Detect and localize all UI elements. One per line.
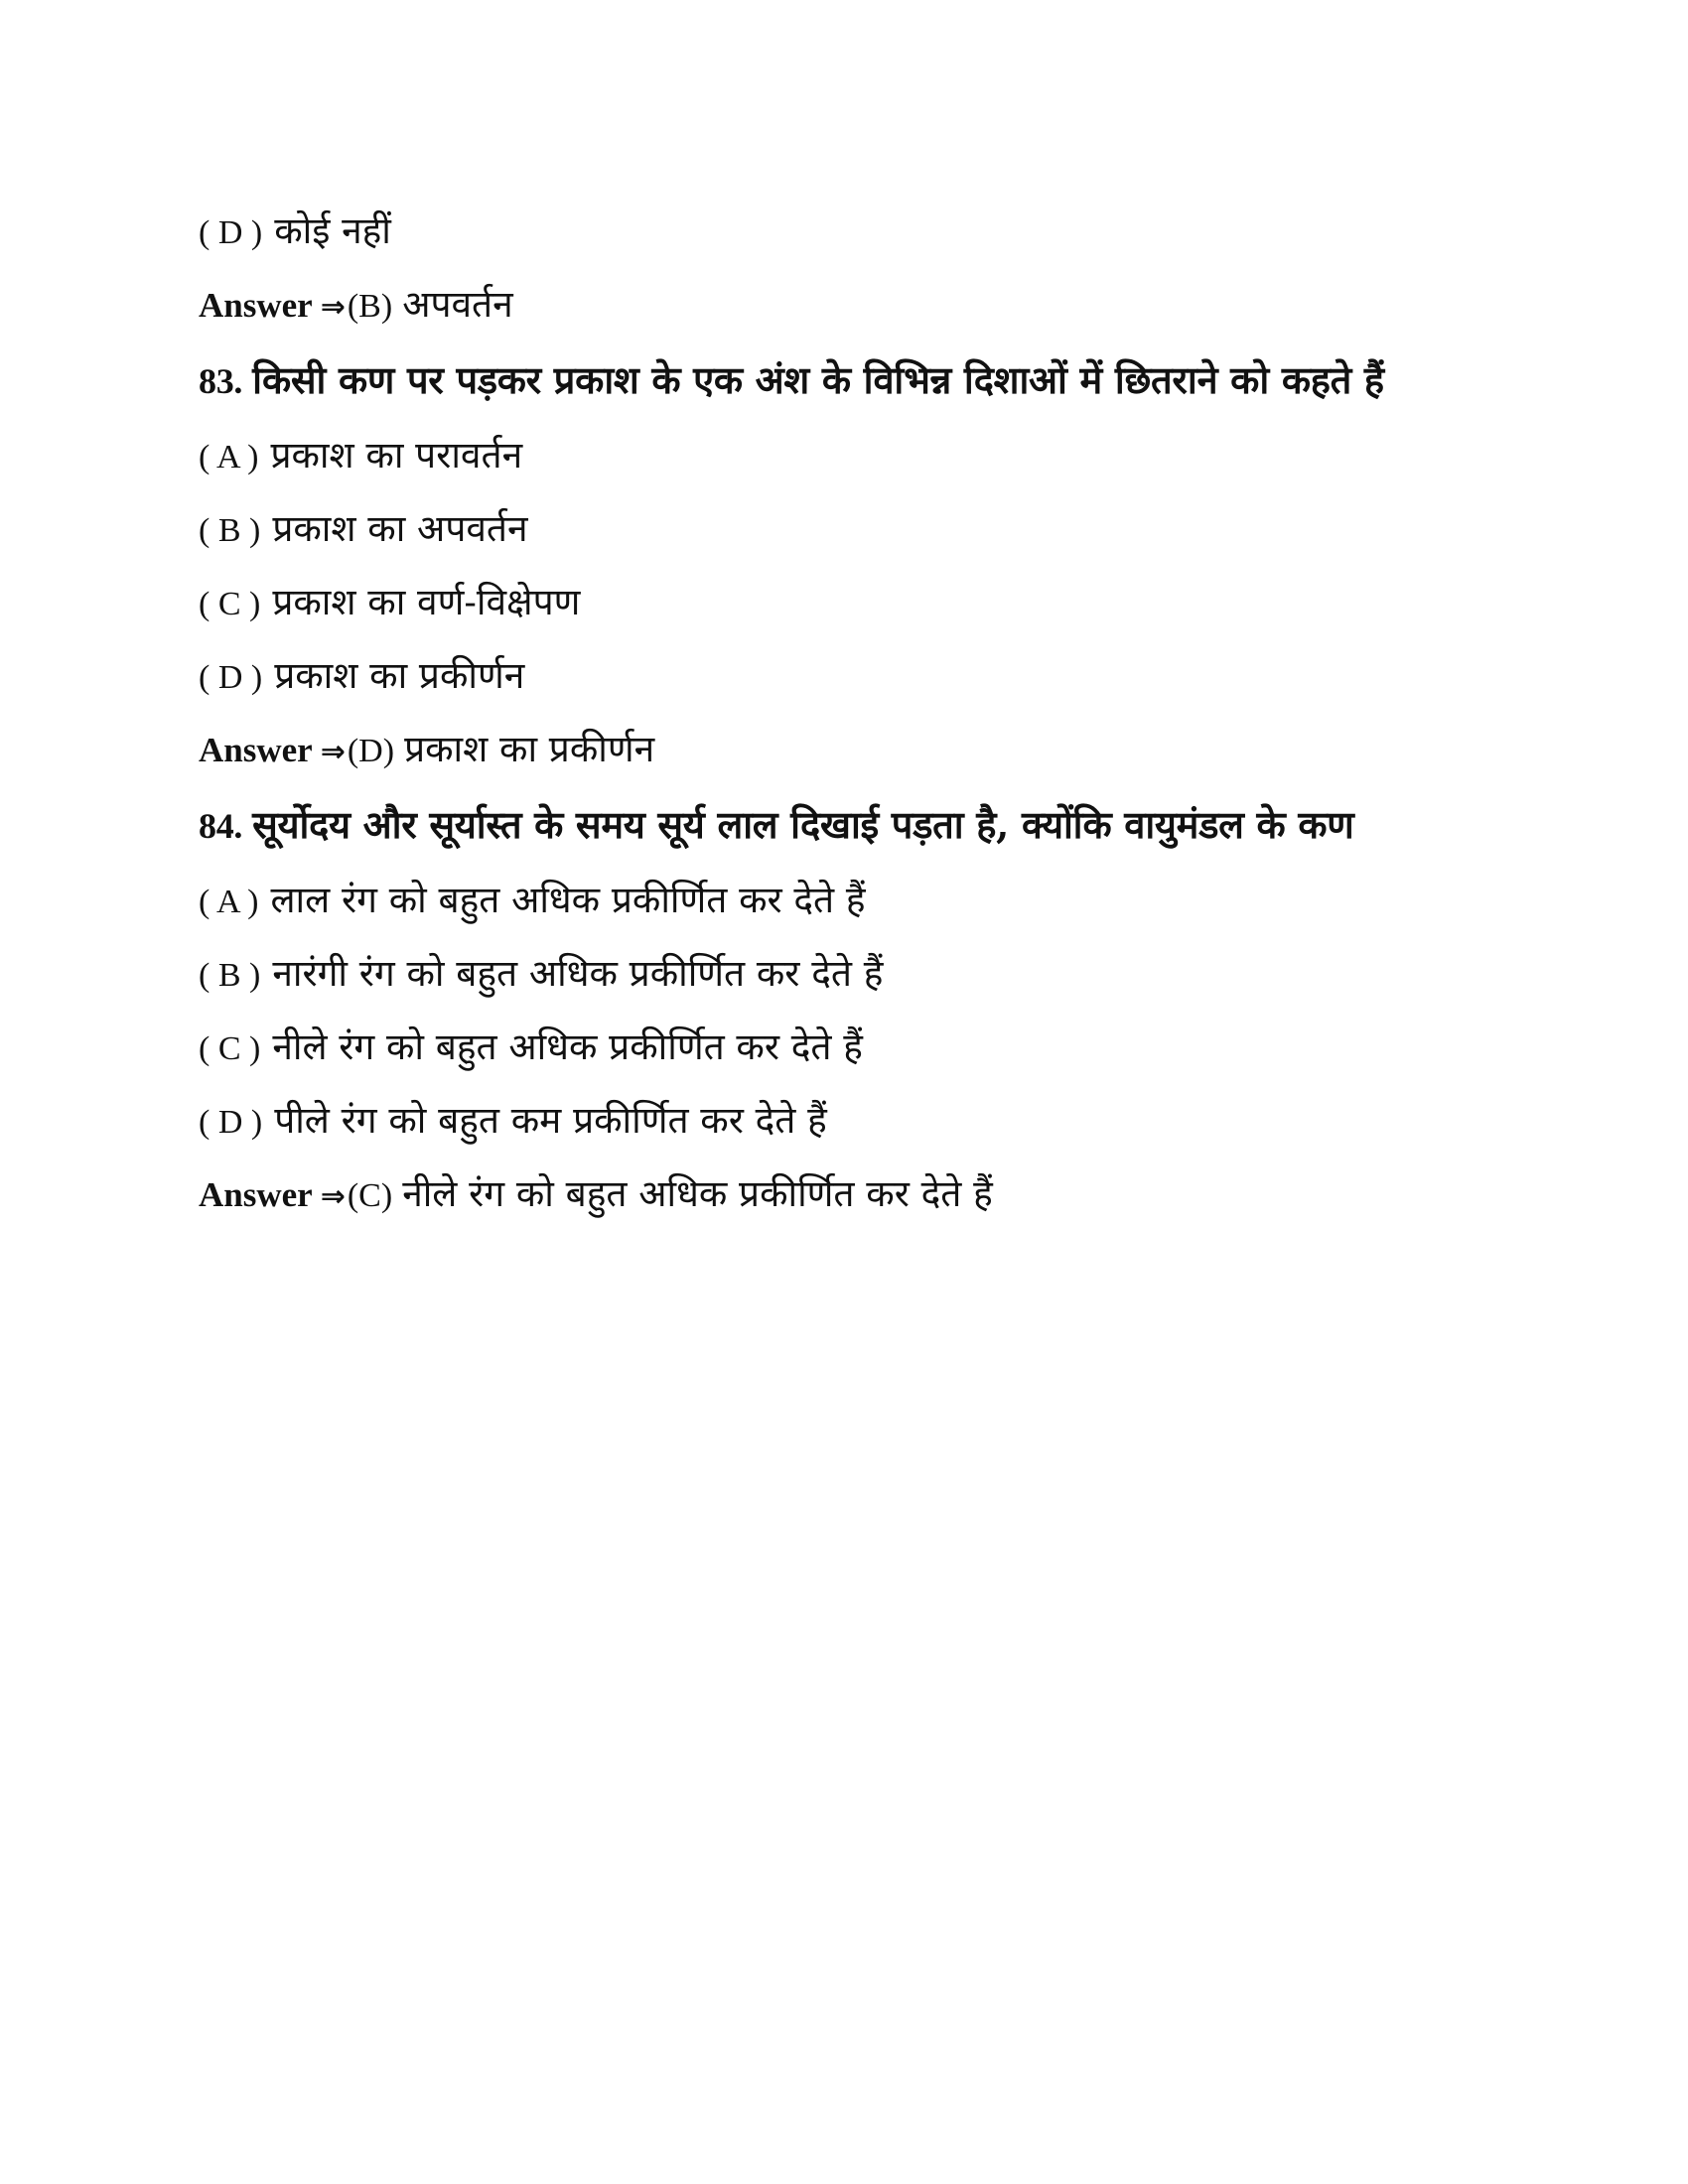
option-text: नीले रंग को बहुत अधिक प्रकीर्णित कर देते हैं [272, 1025, 863, 1068]
q84-option-b [199, 937, 1609, 1011]
answer-text: प्रकाश का प्रकीर्णन [404, 728, 655, 770]
answer-prev [199, 268, 1609, 343]
document-page [199, 195, 1609, 1233]
option-text: प्रकाश का वर्ण-विक्षेपण [272, 581, 581, 623]
q83-option-a [199, 419, 1609, 492]
option-label: ( D ) [199, 659, 263, 696]
question-84 [199, 788, 1609, 864]
answer-key: (C) [347, 1177, 393, 1214]
q84-option-a [199, 864, 1609, 937]
answer-arrow-icon: ⇒ [320, 735, 346, 769]
option-label: ( D ) [199, 214, 263, 251]
option-label: ( B ) [199, 957, 261, 994]
option-label: ( A ) [199, 439, 259, 476]
answer-key: (D) [347, 733, 395, 769]
q83-option-c [199, 566, 1609, 639]
option-text: प्रकाश का परावर्तन [270, 434, 523, 477]
question-number: 83. [199, 361, 243, 401]
q83-option-d [199, 639, 1609, 713]
q83-option-b [199, 492, 1609, 566]
option-text: प्रकाश का प्रकीर्णन [274, 654, 525, 697]
q84-option-c [199, 1011, 1609, 1084]
option-text: लाल रंग को बहुत अधिक प्रकीर्णित कर देते हैं [270, 879, 866, 921]
q84-option-d [199, 1084, 1609, 1158]
answer-arrow-icon: ⇒ [320, 1179, 346, 1214]
option-label: ( B ) [199, 512, 261, 549]
answer-word: Answer [199, 286, 313, 325]
answer-text: अपवर्तन [402, 283, 513, 326]
question-text: किसी कण पर पड़कर प्रकाश के एक अंश के विभिन्न दिशाओं में छितराने को कहते हैं [252, 357, 1384, 402]
option-label: ( C ) [199, 586, 261, 622]
option-text: प्रकाश का अपवर्तन [272, 507, 528, 550]
answer-arrow-icon: ⇒ [320, 290, 346, 325]
q83-answer [199, 713, 1609, 788]
option-text: कोई नहीं [274, 209, 391, 252]
option-text: पीले रंग को बहुत कम प्रकीर्णित कर देते हैं [274, 1099, 827, 1142]
question-text: सूर्योदय और सूर्यास्त के समय सूर्य लाल दिखाई पड़ता है, क्योंकि वायुमंडल के कण [252, 802, 1354, 847]
option-d-prev [199, 195, 1609, 268]
question-number: 84. [199, 806, 243, 846]
option-label: ( C ) [199, 1030, 261, 1067]
answer-word: Answer [199, 731, 313, 769]
question-83 [199, 343, 1609, 419]
answer-text: नीले रंग को बहुत अधिक प्रकीर्णित कर देते हैं [402, 1172, 993, 1215]
option-text: नारंगी रंग को बहुत अधिक प्रकीर्णित कर देते हैं [272, 952, 884, 995]
option-label: ( D ) [199, 1104, 263, 1141]
q84-answer [199, 1158, 1609, 1233]
option-label: ( A ) [199, 884, 259, 920]
answer-word: Answer [199, 1175, 313, 1214]
answer-key: (B) [347, 288, 393, 325]
